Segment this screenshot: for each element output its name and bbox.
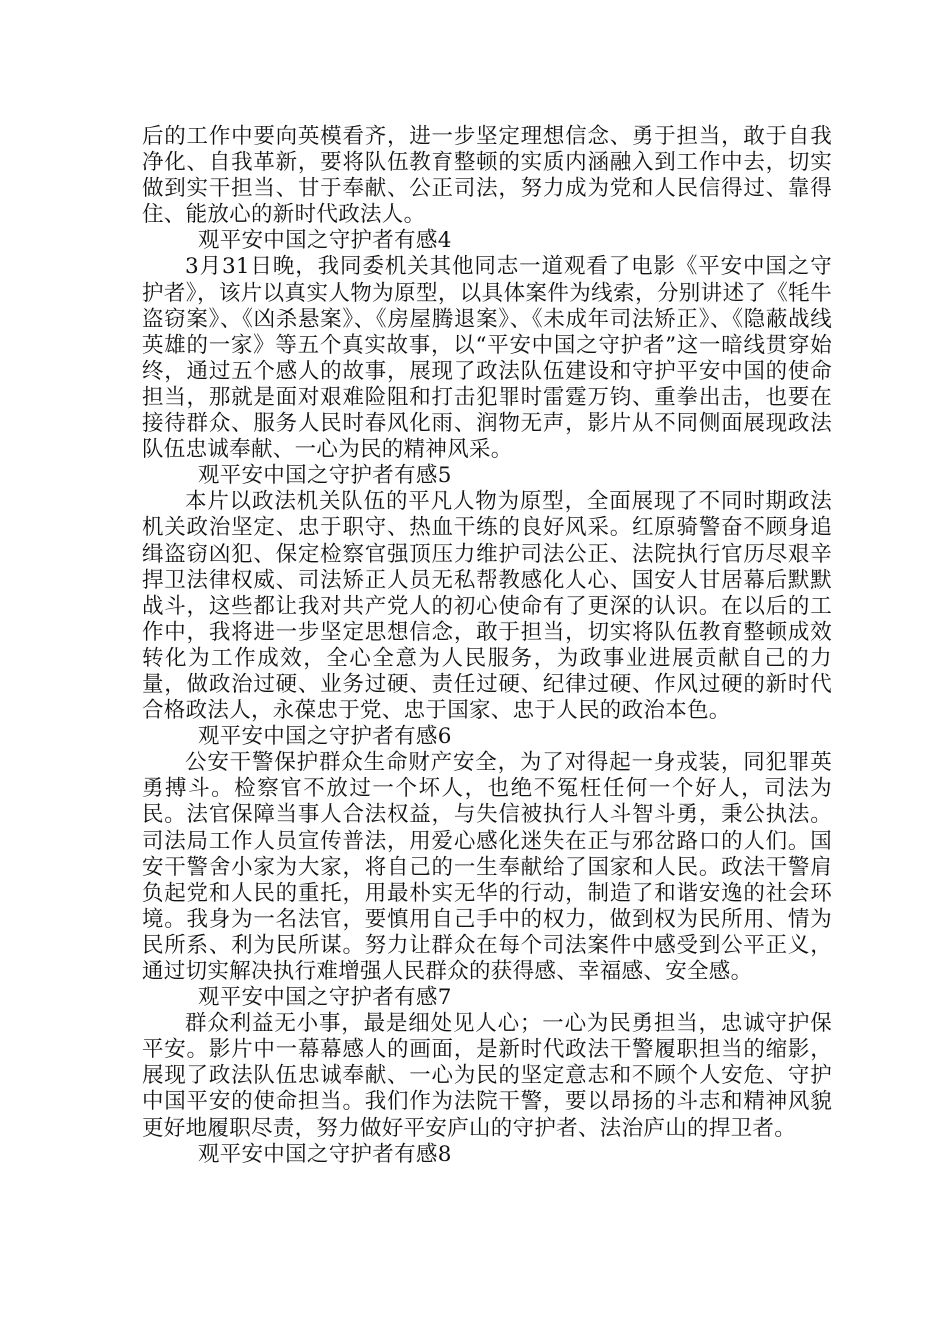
section-heading-4: 观平安中国之守护者有感4: [197, 228, 452, 254]
paragraph-continued: 后的工作中要向英模看齐，进一步坚定理想信念、勇于担当，敢于自我净化、自我革新，要将队伍教育整顿的实质内涵融入到工作中去，切实做到实干担当、甘于奉献、公正司法，努力成为党和人民信得过、靠得住、能放心的新时代政法人。: [142, 124, 832, 228]
section-heading-7: 观平安中国之守护者有感7: [197, 985, 452, 1011]
paragraph-4: 3月31日晚，我同委机关其他同志一道观看了电影《平安中国之守护者》，该片以真实人物为原型，以具体案件为线索，分别讲述了《牦牛盗窃案》、《凶杀悬案》、《房屋腾退案》、《未成年司法矫正》、《隐蔽战线英雄的一家》等五个真实故事，以“平安中国之守护者”这一暗线贯穿始终，通过五个感人的故事，展现了政法队伍建设和守护平安中国的使命担当，那就是面对艰难险阻和打击犯罪时雷霆万钧、重拳出击，也要在接待群众、服务人民时春风化雨、润物无声，影片从不同侧面展现政法队伍忠诚奉献、一心为民的精神风采。: [142, 254, 832, 463]
section-heading-8: 观平安中国之守护者有感8: [197, 1141, 452, 1167]
section-heading-6: 观平安中国之守护者有感6: [197, 724, 452, 750]
paragraph-6: 公安干警保护群众生命财产安全，为了对得起一身戎装，同犯罪英勇搏斗。检察官不放过一个坏人，也绝不冤枉任何一个好人，司法为民。法官保障当事人合法权益，与失信被执行人斗智斗勇，秉公执法。司法局工作人员宣传普法，用爱心感化迷失在正与邪岔路口的人们。国安干警舍小家为大家，将自己的一生奉献给了国家和人民。政法干警肩负起党和人民的重托，用最朴实无华的行动，制造了和谐安逸的社会环境。我身为一名法官，要慎用自己手中的权力，做到权为民所用、情为民所系、利为民所谋。努力让群众在每个司法案件中感受到公平正义，通过切实解决执行难增强人民群众的获得感、幸福感、安全感。: [142, 750, 832, 984]
paragraph-7: 群众利益无小事，最是细处见人心；一心为民勇担当，忠诚守护保平安。影片中一幕幕感人的画面，是新时代政法干警履职担当的缩影，展现了政法队伍忠诚奉献、一心为民的坚定意志和不顾个人安危、守护中国平安的使命担当。我们作为法院干警，要以昂扬的斗志和精神风貌更好地履职尽责，努力做好平安庐山的守护者、法治庐山的捍卫者。: [142, 1011, 832, 1141]
paragraph-5: 本片以政法机关队伍的平凡人物为原型，全面展现了不同时期政法机关政治坚定、忠于职守、热血干练的良好风采。红原骑警奋不顾身追缉盗窃凶犯、保定检察官强顶压力维护司法公正、法院执行官历尽艰辛捍卫法律权威、司法矫正人员无私帮教感化人心、国安人甘居幕后默默战斗，这些都让我对共产党人的初心使命有了更深的认识。在以后的工作中，我将进一步坚定思想信念，敢于担当，切实将队伍教育整顿成效转化为工作成效，全心全意为人民服务，为政事业进展贡献自己的力量，做政治过硬、业务过硬、责任过硬、纪律过硬、作风过硬的新时代合格政法人，永葆忠于党、忠于国家、忠于人民的政治本色。: [142, 489, 832, 724]
document-page: [142, 124, 832, 1168]
section-heading-5: 观平安中国之守护者有感5: [197, 463, 452, 489]
